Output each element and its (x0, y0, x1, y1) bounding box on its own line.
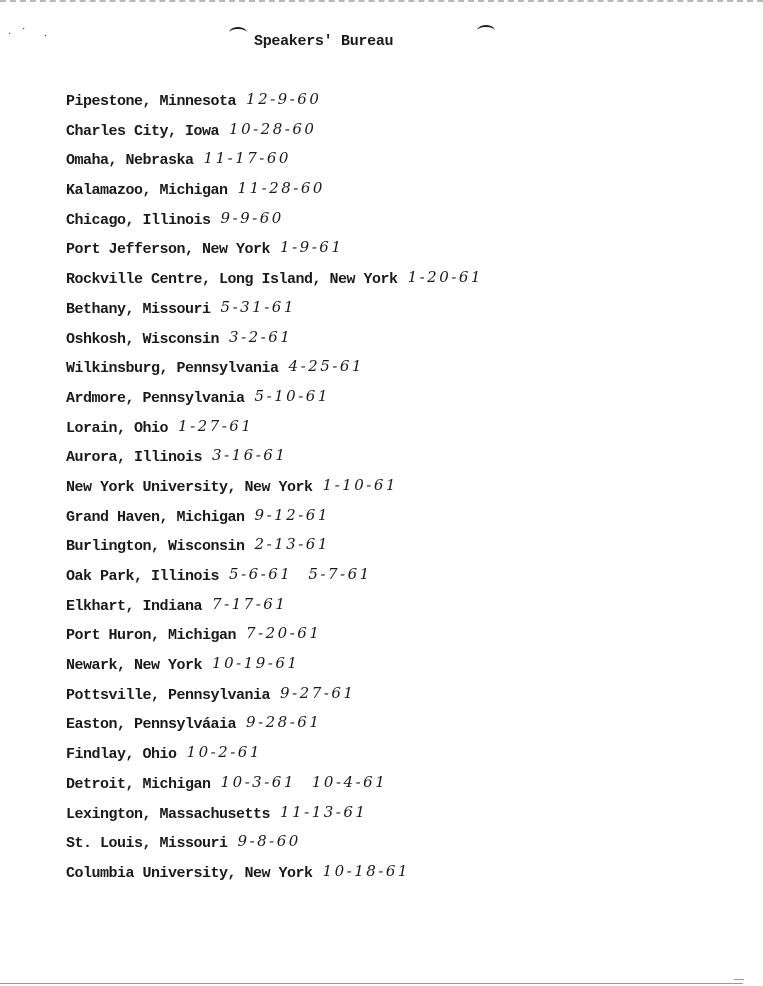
handwritten-date: 12-9-60 (246, 90, 322, 108)
top-edge-border (0, 0, 763, 2)
scan-speck: · (22, 24, 26, 35)
location-label: Charles City, Iowa (66, 122, 220, 140)
location-label: Bethany, Missouri (66, 300, 211, 318)
location-label: Lorain, Ohio (66, 419, 169, 437)
list-item (66, 270, 483, 300)
location-label: Port Huron, Michigan (66, 627, 237, 645)
page-title: Speakers' Bureau (254, 33, 394, 50)
list-item (66, 181, 483, 211)
handwritten-date: 5-7-61 (308, 565, 372, 583)
list-item (66, 745, 483, 775)
list-item (66, 626, 483, 656)
location-label: Aurora, Illinois (66, 449, 203, 467)
location-label: Detroit, Michigan (66, 775, 211, 793)
location-label: Grand Haven, Michigan (66, 508, 245, 526)
location-label: St. Louis, Missouri (66, 835, 228, 853)
handwritten-date: 11-17-60 (203, 149, 291, 168)
list-item (66, 297, 483, 330)
location-label: Findlay, Ohio (66, 746, 177, 764)
list-item (66, 567, 483, 597)
list-item (66, 683, 483, 716)
handwritten-date: 1-27-61 (178, 416, 254, 435)
handwritten-date: 7-17-61 (212, 594, 288, 613)
handwritten-date: 11-28-60 (237, 179, 325, 198)
list-item (66, 359, 483, 389)
list-item (66, 505, 483, 538)
location-label: Omaha, Nebraska (66, 152, 194, 170)
location-label: Elkhart, Indiana (66, 597, 203, 615)
handwritten-date: 2-13-61 (254, 535, 330, 554)
handwritten-date: 10-3-61 (220, 772, 296, 791)
handwritten-date: 4-25-61 (288, 357, 364, 376)
location-label: Rockville Centre, Long Island, New York (66, 271, 398, 289)
list-item (66, 594, 483, 627)
location-label: Port Jefferson, New York (66, 241, 271, 259)
list-item (66, 834, 483, 864)
handwritten-date: 10-2-61 (186, 743, 262, 762)
location-label: Pipestone, Minnesota (66, 93, 237, 110)
handwritten-date: 9-8-60 (237, 832, 301, 851)
handwritten-date: 9-12-61 (254, 505, 330, 524)
location-label: Easton, Pennsylváaia (66, 716, 237, 734)
scan-speck: · (44, 31, 48, 42)
location-label: Kalamazoo, Michigan (66, 182, 228, 200)
list-item (66, 772, 483, 805)
handwritten-date: 1-9-61 (280, 238, 344, 257)
handwritten-date: 7-20-61 (246, 624, 322, 643)
location-label: Newark, New York (66, 657, 203, 675)
handwritten-date: 5-10-61 (254, 386, 330, 405)
handwritten-date: 9-27-61 (280, 683, 356, 702)
scan-speck: · (8, 29, 12, 40)
location-label: Pottsville, Pennsylvania (66, 686, 271, 704)
handwritten-mark (229, 27, 247, 39)
handwritten-date: 3-16-61 (212, 446, 288, 465)
list-item (66, 537, 483, 567)
handwritten-date: 1-20-61 (407, 268, 483, 287)
list-item (66, 861, 483, 894)
location-label: Columbia University, New York (66, 864, 313, 882)
handwritten-date: 1-10-61 (322, 475, 398, 494)
list-item (66, 802, 483, 835)
list-item (66, 448, 483, 478)
location-label: Chicago, Illinois (66, 211, 211, 229)
location-label: Burlington, Wisconsin (66, 538, 245, 556)
list-item (66, 240, 483, 270)
handwritten-date: 10-4-61 (311, 772, 388, 791)
list-item (66, 475, 483, 508)
handwritten-date: 9-28-61 (246, 713, 322, 732)
list-item (66, 119, 483, 152)
handwritten-date: 5-31-61 (220, 297, 296, 316)
handwritten-date: 10-19-61 (212, 654, 300, 673)
list-item (66, 416, 483, 449)
handwritten-date: 10-28-60 (229, 119, 317, 138)
list-item (66, 715, 483, 745)
handwritten-date: 11-13-61 (280, 802, 368, 821)
list-item (66, 208, 483, 241)
location-label: Oshkosh, Wisconsin (66, 330, 220, 348)
bottom-dash (734, 979, 744, 980)
handwritten-mark (477, 25, 495, 37)
location-label: Oak Park, Illinois (66, 568, 220, 585)
handwritten-date: 10-18-61 (322, 861, 410, 880)
list-item (66, 151, 483, 181)
handwritten-date: 5-6-61 (229, 565, 293, 583)
list-item (66, 386, 483, 419)
handwritten-date: 9-9-60 (220, 208, 284, 227)
bottom-rule (0, 983, 743, 984)
location-label: Ardmore, Pennsylvania (66, 389, 245, 407)
location-label: Lexington, Massachusetts (66, 805, 271, 823)
handwritten-date: 3-2-61 (229, 327, 293, 346)
list-item (66, 327, 483, 360)
location-label: Wilkinsburg, Pennsylvania (66, 360, 279, 378)
list-item (66, 92, 483, 122)
speaking-engagements-list (66, 92, 483, 894)
list-item (66, 656, 483, 686)
location-label: New York University, New York (66, 478, 313, 496)
